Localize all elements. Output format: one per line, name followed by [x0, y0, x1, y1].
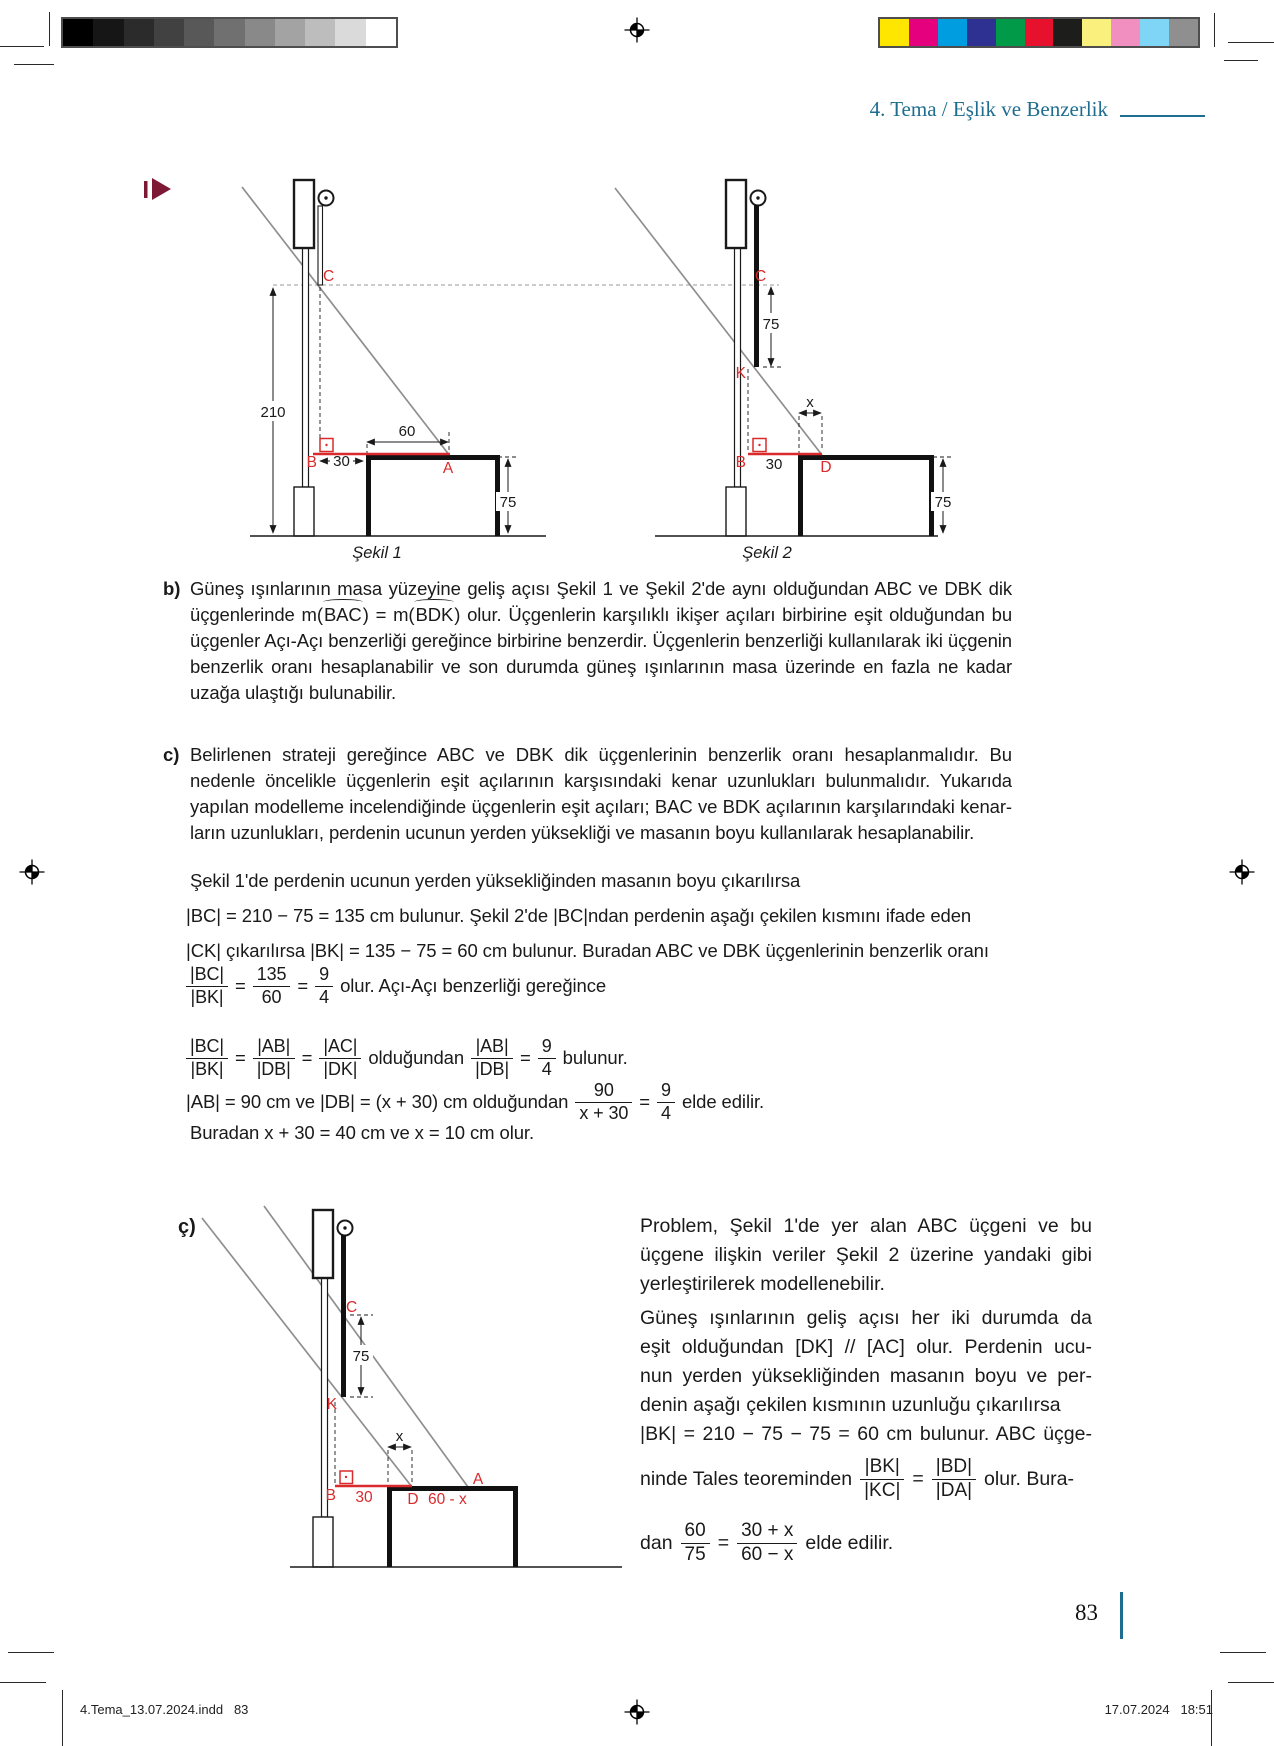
dim-75-label: 75	[499, 494, 517, 511]
page-number-rule	[1120, 1592, 1123, 1639]
equation-row: $\frac{|BC|}{|BK|}$ = $\frac{|AB|}{|DB|}$ = $\frac{|AC|}{|DK|}$ olduğundan $\frac{|AB|}{|DB|}$ = $\frac{9}{4}$ bulunur.	[186, 1032, 635, 1084]
crop-mark	[1224, 60, 1258, 61]
text-line: Güneş ışınlarının masa yüzeyine geliş açısı Şekil 1 ve Şekil 2'de aynı olduğundan ABC ve DBK dik	[190, 578, 1012, 599]
point-K-label: K	[735, 365, 746, 382]
fraction: $\frac{|BD|}{|DA|}$	[932, 1456, 976, 1502]
figure-1	[144, 178, 779, 562]
footer-datetime: 17.07.2024 18:51	[1104, 1702, 1213, 1717]
sun-ray	[615, 188, 822, 455]
fraction: $\frac{9}{4}$	[315, 964, 333, 1007]
figure-c-model	[160, 1200, 630, 1580]
crop-mark	[62, 1690, 63, 1746]
roller-pin	[324, 196, 327, 199]
dim-75-table-label: 75	[934, 494, 952, 511]
crop-mark	[0, 46, 44, 47]
text-line: Problem, Şekil 1'de yer alan ABC üçgeni ve bu	[640, 1215, 1092, 1237]
dim-30-label: 30	[355, 1489, 373, 1506]
fraction: $\frac{135}{60}$	[253, 964, 291, 1007]
roller-pin	[343, 1226, 346, 1229]
calibration-swatch	[1140, 19, 1169, 46]
curtain-edge	[318, 206, 323, 285]
page-header: 4. Tema / Eşlik ve Benzerlik	[869, 97, 1108, 121]
point-B-label: B	[306, 454, 317, 471]
fraction: $\frac{|AC|}{|DK|}$	[319, 1036, 361, 1079]
dim-30-label: 30	[333, 453, 350, 470]
equation-lead: |AB| = 90 cm ve |DB| = (x + 30) cm olduğundan	[186, 1091, 569, 1112]
section-c-label: c)	[163, 744, 180, 765]
registration-mark-icon	[624, 1699, 650, 1725]
text-line: eşit olduğundan [DK] // [AC] olur. Perdenin ucu-	[640, 1336, 1092, 1358]
calibration-swatch	[938, 19, 967, 46]
text-line: Belirlenen strateji gereğince ABC ve DBK dik üçgenlerinin benzerlik oranı hesaplanmalıdır. Bu	[190, 744, 1012, 765]
pole-shaft	[303, 247, 309, 487]
pole-base	[726, 487, 746, 536]
equation-row: ninde Tales teoreminden $\frac{|BK|}{|KC|}$ = $\frac{|BD|}{|DA|}$ olur. Bura-	[640, 1456, 1075, 1501]
table	[369, 458, 498, 537]
equation-row: dan $\frac{60}{75}$ = $\frac{30 + x}{60 - x}$ elde edilir.	[640, 1520, 894, 1565]
figure-2-caption: Şekil 2	[742, 544, 792, 562]
point-B-label: B	[735, 454, 746, 471]
text-line: benzerlik oranı hesaplanabilir ve son durumda güneş ışınlarının masa üzerinde en fazla ne kadar	[190, 656, 1012, 677]
calibration-swatch	[1025, 19, 1054, 46]
calibration-swatch	[63, 19, 93, 46]
registration-mark-icon	[1229, 859, 1255, 885]
math-line: |BC| = 210 − 75 = 135 cm bulunur. Şekil 2'de |BC|ndan perdenin aşağı çekilen kısmını ifade eden	[186, 905, 972, 926]
text-line: denin aşağı çekilen kısmının uzunluğu çıkarılırsa	[640, 1394, 1061, 1416]
calibration-swatch	[880, 19, 909, 46]
text-line: üçgenler Açı-Açı benzerliği gereğince birbirine benzerdir. Üçgenlerin benzerliği kullanılarak iki üçgenin	[190, 630, 1012, 651]
equation-row: $\frac{|BC|}{|BK|}$ = $\frac{135}{60}$ = $\frac{9}{4}$ olur. Açı-Açı benzerliği gereğince	[186, 960, 613, 1012]
equation-tail: bulunur.	[562, 1047, 628, 1068]
fraction: $\frac{9}{4}$	[657, 1080, 675, 1123]
equation-row: |AB| = 90 cm ve |DB| = (x + 30) cm olduğundan $\frac{90}{x + 30}$ = $\frac{9}{4}$ elde edilir.	[186, 1080, 765, 1123]
point-C-label: C	[755, 268, 767, 285]
grayscale-calibration-bar	[61, 17, 398, 48]
fraction: $\frac{|AB|}{|DB|}$	[253, 1036, 295, 1079]
crop-mark	[8, 1652, 54, 1653]
curtain-box	[294, 180, 314, 248]
calibration-swatch	[305, 19, 335, 46]
dim-30-label: 30	[765, 456, 783, 473]
equation-tail: elde edilir.	[681, 1091, 765, 1112]
equation-tail: olur. Bura-	[984, 1467, 1075, 1490]
point-C-label: C	[346, 1299, 358, 1316]
dim-60-label: 60	[398, 423, 416, 440]
equation-lead: ninde Tales teoreminden	[640, 1467, 853, 1490]
crop-mark	[0, 1682, 46, 1683]
roller-pin	[756, 196, 759, 199]
equation-mid: olduğundan	[368, 1047, 465, 1068]
point-B-label: B	[325, 1487, 336, 1504]
figure-1-caption: Şekil 1	[352, 544, 402, 562]
crop-mark	[49, 12, 50, 46]
text-line: Güneş ışınlarının geliş açısı her iki durumda da	[640, 1307, 1092, 1329]
point-D-label: D	[407, 1491, 419, 1508]
angle-arc: BDK	[414, 602, 454, 628]
crop-mark	[1214, 13, 1215, 47]
figure-sekil1-sekil2	[142, 155, 1062, 565]
equation-tail: elde edilir.	[805, 1531, 894, 1554]
fraction: $\frac{30 + x}{60 - x}$	[737, 1520, 797, 1566]
point-D-label: D	[820, 459, 832, 476]
point-C-label: C	[323, 268, 335, 285]
header-rule	[1120, 115, 1205, 117]
curtain-box	[726, 180, 746, 248]
calibration-swatch	[1082, 19, 1111, 46]
angle-arc: BAC	[323, 602, 363, 628]
math-line: |CK| çıkarılırsa |BK| = 135 − 75 = 60 cm bulunur. Buradan ABC ve DBK üçgenlerinin benzerlik oranı	[186, 940, 989, 961]
text-line: nun yerden yüksekliğinden masanın boyu ve per-	[640, 1365, 1092, 1387]
crop-mark	[1211, 1690, 1212, 1746]
fraction: $\frac{|BC|}{|BK|}$	[186, 1036, 228, 1079]
paragraph: Şekil 1'de perdenin ucunun yerden yüksekliğinden masanın boyu çıkarılırsa	[190, 870, 801, 891]
text-line: ların uzunlukları, perdenin ucunun yerden yüksekliği ve masanın boyu kullanılarak hesaplanabilir.	[190, 822, 975, 843]
text-line: yapılan modelleme incelendiğinde üçgenlerin eşit açıları; BAC ve BDK açılarının karşılarındaki kenar-	[190, 796, 1012, 817]
pole-base	[313, 1517, 333, 1567]
section-b-text	[190, 576, 1012, 706]
equation-tail: olur. Açı-Açı benzerliği gereğince	[340, 975, 607, 996]
registration-mark-icon	[19, 859, 45, 885]
color-calibration-bar	[878, 17, 1200, 48]
fraction: $\frac{|BC|}{|BK|}$	[186, 964, 228, 1007]
page-number: 83	[1075, 1600, 1098, 1625]
calibration-swatch	[245, 19, 275, 46]
fraction: $\frac{60}{75}$	[681, 1520, 710, 1566]
crop-mark	[1228, 42, 1274, 43]
calibration-swatch	[124, 19, 154, 46]
calibration-swatch	[909, 19, 938, 46]
calibration-swatch	[335, 19, 365, 46]
right-angle-dot	[758, 444, 760, 446]
section-c-text	[190, 742, 1012, 846]
section-cc-paragraph-1	[640, 1212, 1092, 1299]
registration-mark-icon	[624, 17, 650, 43]
text-line: üçgene ilişkin veriler Şekil 2 üzerine yandaki gibi	[640, 1244, 1092, 1266]
text-line: nedenle öncelikle üçgenlerin eşit açılarının karşısındaki kenar uzunlukları bulunmalıdır. Yukarıda	[190, 770, 1012, 791]
text-line: uzağa ulaştığı bulunabilir.	[190, 682, 397, 703]
section-b-label: b)	[163, 578, 181, 599]
calibration-swatch	[996, 19, 1025, 46]
calibration-swatch	[1111, 19, 1140, 46]
calibration-swatch	[93, 19, 123, 46]
text-line: yerleştirilerek modellenebilir.	[640, 1273, 885, 1295]
calibration-swatch	[214, 19, 244, 46]
calibration-swatch	[154, 19, 184, 46]
footer-filename: 4.Tema_13.07.2024.indd 83	[80, 1702, 249, 1717]
point-A-label: A	[442, 460, 454, 477]
calibration-swatch	[967, 19, 996, 46]
right-angle-dot	[345, 1476, 347, 1478]
calibration-swatch	[184, 19, 214, 46]
example-flag-icon	[152, 178, 171, 200]
crop-mark	[14, 64, 54, 65]
calibration-swatch	[275, 19, 305, 46]
math-line: Buradan x + 30 = 40 cm ve x = 10 cm olur.	[190, 1122, 534, 1143]
fraction: $\frac{9}{4}$	[538, 1036, 556, 1079]
calibration-swatch	[1169, 19, 1198, 46]
point-A-label: A	[472, 1471, 484, 1488]
section-cc-label: ç)	[178, 1216, 196, 1238]
crop-mark	[1220, 1652, 1266, 1653]
dim-210-label: 210	[260, 404, 286, 421]
text-line: üçgenlerinde m(BAC) = m(BDK) olur. Üçgenlerin karşılıklı ikişer açıları birbirine eşit olduğundan bu	[190, 602, 1012, 628]
pole-base	[294, 487, 314, 536]
curtain-box	[313, 1210, 333, 1278]
dim-75-label: 75	[762, 316, 780, 333]
section-cc-paragraph-2	[640, 1304, 1092, 1420]
dim-60x-label: 60 - x	[428, 1491, 467, 1508]
fraction: $\frac{90}{x + 30}$	[575, 1080, 632, 1123]
dim-x-label: x	[395, 1428, 404, 1445]
crop-mark	[1228, 1682, 1274, 1683]
right-angle-dot	[325, 444, 327, 446]
calibration-swatch	[366, 19, 396, 46]
point-K-label: K	[326, 1396, 337, 1413]
fraction: $\frac{|AB|}{|DB|}$	[471, 1036, 513, 1079]
figure-2	[615, 180, 955, 562]
calibration-swatch	[1053, 19, 1082, 46]
dim-x-label: x	[806, 394, 814, 411]
dim-75-label: 75	[352, 1348, 370, 1365]
math-line: |BK| = 210 − 75 − 75 = 60 cm bulunur. ABC üçge-	[640, 1423, 1092, 1445]
equation-lead: dan	[640, 1531, 673, 1554]
example-flag-bar	[144, 181, 148, 198]
sun-ray	[202, 1218, 412, 1487]
fraction: $\frac{|BK|}{|KC|}$	[860, 1456, 904, 1502]
